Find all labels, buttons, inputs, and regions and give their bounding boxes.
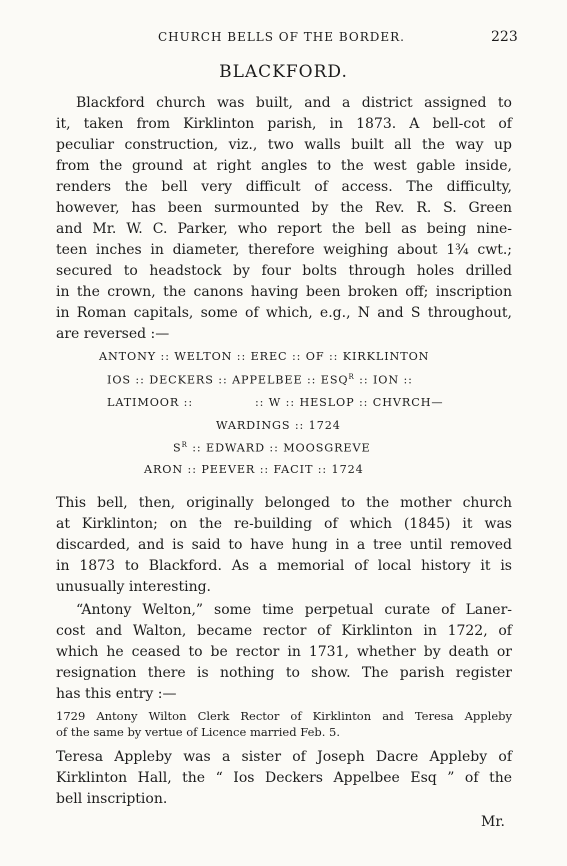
text-line: Teresa Appleby was a sister of Joseph Dacre Appleby of	[56, 749, 512, 765]
text-line: in Roman capitals, some of which, e.g., N and S throughout,	[56, 305, 512, 321]
text-line: cost and Walton, became rector of Kirklinton in 1722, of	[56, 623, 512, 639]
text-line: at Kirklinton; on the re-building of which (1845) it was	[56, 516, 512, 532]
text-line: bell inscription.	[56, 791, 168, 807]
text-line: has this entry :—	[56, 686, 177, 702]
text-line: peculiar construction, viz., two walls built all the way up	[56, 137, 512, 153]
text-line: resignation there is nothing to show. The parish register	[56, 665, 512, 681]
inscription-line: LATIMOOR ::	[107, 396, 193, 409]
text-line: renders the bell very difficult of access. The difficulty,	[56, 179, 512, 195]
section-title: BLACKFORD.	[219, 62, 348, 82]
catchword: Mr.	[481, 814, 505, 830]
text-line: in the crown, the canons having been broken off; inscription	[56, 284, 512, 300]
text-line: This bell, then, originally belonged to the mother church	[56, 495, 512, 511]
inscription-line: ANTONY :: WELTON :: EREC :: OF :: KIRKLINTON	[99, 350, 430, 363]
page-number: 223	[491, 29, 518, 45]
inscription-line: ARON :: PEEVER :: FACIT :: 1724	[144, 463, 364, 476]
text-line: unusually interesting.	[56, 579, 212, 595]
text-line: are reversed :—	[56, 326, 170, 342]
text-line: discarded, and is said to have hung in a tree until removed	[56, 537, 512, 553]
text-line: “Antony Welton,” some time perpetual curate of Laner-	[76, 602, 512, 618]
text-line: and Mr. W. C. Parker, who report the bell as being nine-	[56, 221, 512, 237]
inscription-line: WARDINGS :: 1724	[216, 419, 341, 432]
register-line: 1729 Antony Wilton Clerk Rector of Kirklinton and Teresa Appleby	[56, 709, 512, 723]
running-title: CHURCH BELLS OF THE BORDER.	[158, 30, 405, 44]
text-line: teen inches in diameter, therefore weighing about 1¾ cwt.;	[56, 242, 512, 258]
text-line: in 1873 to Blackford. As a memorial of local history it is	[56, 558, 512, 574]
text-line: which he ceased to be rector in 1731, whether by death or	[56, 644, 512, 660]
inscription-line: IOS :: DECKERS :: APPELBEE :: $ESQ^R$ :: ION ::	[107, 373, 413, 387]
text-line: secured to headstock by four bolts through holes drilled	[56, 263, 512, 279]
text-line: Kirklinton Hall, the “ Ios Deckers Appelbee Esq ” of the	[56, 770, 512, 786]
register-line: of the same by vertue of Licence married Feb. 5.	[56, 725, 341, 739]
inscription-line: $S^R$ :: EDWARD :: MOOSGREVE	[173, 441, 371, 455]
inscription-line: :: W :: HESLOP :: CHVRCH—	[255, 396, 444, 409]
text-line: it, taken from Kirklinton parish, in 1873. A bell-cot of	[56, 116, 512, 132]
text-line: Blackford church was built, and a district assigned to	[76, 95, 512, 111]
text-line: from the ground at right angles to the west gable inside,	[56, 158, 512, 174]
text-line: however, has been surmounted by the Rev. R. S. Green	[56, 200, 512, 216]
